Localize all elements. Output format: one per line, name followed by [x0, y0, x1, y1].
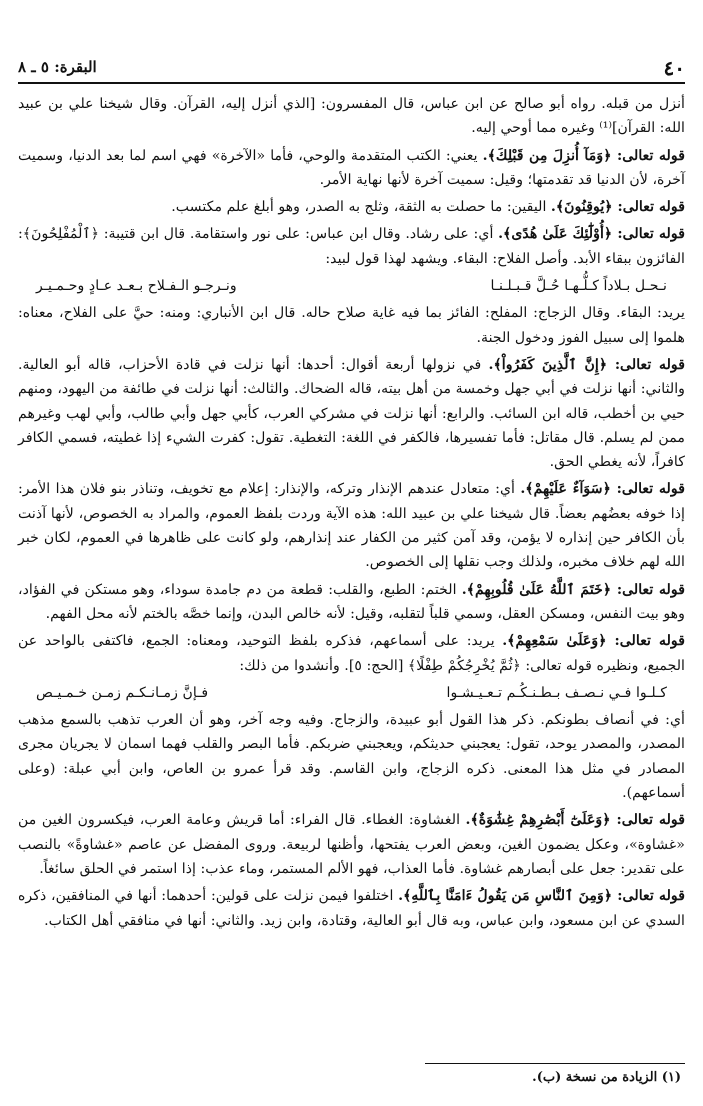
paragraph: قوله تعالى: ﴿إِنَّ ٱلَّذِينَ كَفَرُواْ﴾. في نزولها أربعة أقوال: أحدها: أنها نزلت في قادة الأحزاب، قاله أبو العالية. والثاني: أنها نزلت في أبي جهل وخمسة من أهل بيته، قاله الضحاك. والثالث: أنها نزلت في طائفة من اليهود، ومنهم حيي بن أخطب، قاله ابن السائب. والرابع: أنها نزلت في مشركي العرب، كأبي جهل وأبي طالب، وأبي لهب وغيرهم ممن لم يسلم. قال مقاتل: فأما تفسيرها، فالكفر في اللغة: التغطية. تقول: كفرت الشيء إذا غطيته، فسمي الكافر كافراً، لأنه يغطي الحق.	[18, 356, 686, 471]
verse-hemistich: نـحـل بـلاداً كـلُّـهـا حُـلَّ قـبـلـنـا	[490, 278, 667, 295]
paragraph: أنزل من قبله. رواه أبو صالح عن ابن عباس، قال المفسرون: [الذي أنزل إليه، القرآن. وقال شيخنا علي بن عبيد الله: القرآن]⁽¹⁾ وغيره مما أوحي إليه.	[18, 96, 685, 137]
verse-citation: قوله تعالى: ﴿وَعَلَىٰٓ أَبْصَٰرِهِمْ غِشَٰوَةٌ﴾.	[465, 812, 686, 829]
surah-reference: البقرة: ٥ ـ ٨	[18, 58, 97, 76]
verse-citation: قوله تعالى: ﴿أُوْلَٰٓئِكَ عَلَىٰ هُدًى﴾.	[498, 226, 685, 243]
paragraph: قوله تعالى: ﴿خَتَمَ ٱللَّهُ عَلَىٰ قُلُوبِهِمْ﴾. الختم: الطبع، والقلب: قطعة من دم جامدة سوداء، وهو مستكن في الفؤاد، وهو بيت النفس، ومسكن العقل، وسمي قلباً لتقلبه، وقيل: لأنه خالص البدن، وإنما خصَّه بالختم لأنه محل الفهم.	[18, 581, 685, 622]
verse-citation: قوله تعالى: ﴿سَوَآءٌ عَلَيْهِمْ﴾.	[520, 481, 685, 498]
verse-citation: قوله تعالى: ﴿وَمِنَ ٱلنَّاسِ مَن يَقُولُ ءَامَنَّا بِٱللَّهِ﴾.	[398, 888, 686, 905]
paragraph: يريد: البقاء. وقال الزجاج: المفلح: الفائز بما فيه غاية صلاح حاله. قال ابن الأنباري: ومنه: حيَّ على الفلاح، معناه: هلموا إلى سبيل الفوز ودخول الجنة.	[18, 305, 685, 346]
paragraph: قوله تعالى: ﴿وَمَآ أُنزِلَ مِن قَبْلِكَ﴾. يعني: الكتب المتقدمة والوحي، فأما «الآخرة» فهي اسم لما بعد الدنيا، وسميت آخرة، لأن الدنيا قد تقدمتها؛ وقيل: سميت آخرة لأنها نهاية الأمر.	[18, 147, 685, 188]
verse-citation: قوله تعالى: ﴿إِنَّ ٱلَّذِينَ كَفَرُواْ﴾.	[488, 356, 686, 373]
paragraph: قوله تعالى: ﴿وَعَلَىٰٓ أَبْصَٰرِهِمْ غِشَٰوَةٌ﴾. الغشاوة: الغطاء. قال الفراء: أما قريش وعامة العرب، فيكسرون الغين من «غشاوة»، وعكل يضمون الغين، وبعض العرب يفتحها، وأظنها لربيعة. وروى المفضل عن عاصم «غشاوةً» بالنصب على تقدير: جعل على أبصارهم غشاوة. فأما العذاب، فهو الألم المستمر، وماء عذب: إذا استمر في الحلق سائغاً.	[18, 812, 686, 877]
poetry-verse	[18, 681, 685, 705]
verse-hemistich: كـلـوا فـي نـصـف بـطـنـكُـم تـعـيـشـوا	[446, 684, 667, 701]
poetry-verse	[18, 274, 685, 298]
footnote-divider	[425, 1063, 685, 1064]
paragraph: أي: في أنصاف بطونكم. ذكر هذا القول أبو عبيدة، والزجاج. وفيه وجه آخر، وهو أن العرب تذهب بالسمع مذهب المصدر، والمصدر يوحد، تقول: يعجبني حديثكم، ويعجبني ضربكم. فأما البصر والقلب فهما اسمان لا يجريان مجرى المصادر في مثل هذا المعنى. ذكره الزجاج، وابن القاسم. وقد قرأ عمرو بن العاص، وابن أبي عبلة: (وعلى أسماعهم).	[18, 712, 685, 802]
page-body	[18, 92, 685, 936]
verse-citation: قوله تعالى: ﴿وَعَلَىٰ سَمْعِهِمْ﴾.	[502, 633, 686, 650]
page-header	[18, 56, 685, 84]
verse-citation: قوله تعالى: ﴿خَتَمَ ٱللَّهُ عَلَىٰ قُلُوبِهِمْ﴾.	[461, 581, 685, 598]
verse-citation: قوله تعالى: ﴿وَمَآ أُنزِلَ مِن قَبْلِكَ﴾.	[482, 147, 685, 164]
verse-citation: قوله تعالى: ﴿يُوقِنُونَ﴾.	[550, 199, 685, 216]
paragraph: قوله تعالى: ﴿وَعَلَىٰ سَمْعِهِمْ﴾. يريد: على أسماعهم، فذكره بلفظ التوحيد، ومعناه: الجمع، فاكتفى بالواحد عن الجميع، ونظيره قوله تعالى: ﴿ثُمَّ يُخْرِجُكُمْ طِفْلًا﴾ [الحج: ٥]. وأنشدوا من ذلك:	[18, 633, 686, 674]
paragraph: قوله تعالى: ﴿أُوْلَٰٓئِكَ عَلَىٰ هُدًى﴾. أي: على رشاد. وقال ابن عباس: على نور واستقامة. قال ابن قتيبة: ﴿ٱلْمُفْلِحُونَ﴾: الفائزون ببقاء الأبد. وأصل الفلاح: البقاء. ويشهد لهذا قول لبيد:	[18, 226, 685, 267]
paragraph: قوله تعالى: ﴿وَمِنَ ٱلنَّاسِ مَن يَقُولُ ءَامَنَّا بِٱللَّهِ﴾. اختلفوا فيمن نزلت على قولين: أحدهما: أنها في المنافقين، ذكره السدي عن ابن مسعود، وابن عباس، وبه قال أبو العالية، وقتادة، وابن زيد. والثاني: أنها في منافقي أهل الكتاب.	[18, 888, 686, 929]
paragraph: قوله تعالى: ﴿سَوَآءٌ عَلَيْهِمْ﴾. أي: متعادل عندهم الإنذار وتركه، والإنذار: إعلام مع تخويف، وتناذر بنو فلان هذا الأمر: إذا خوفه بعضُهم بعضاً. قال شيخنا علي بن عبيد الله: هذه الآية وردت بلفظ العموم، والمراد به الخصوص، لأنها آذنت بأن الكافر حين إنذاره لا يؤمن، وقد آمن كثير من الكفار عند إنذارهم، ولو كانت على ظاهرها في العموم، لكان خبر الله لهم خلاف مخبره، ولذلك وجب نقلها إلى الخصوص.	[18, 481, 685, 571]
page-number: ٤٠	[663, 56, 685, 80]
paragraph: قوله تعالى: ﴿يُوقِنُونَ﴾. اليقين: ما حصلت به الثقة، وثلج به الصدر، وهو أبلغ علم مكتسب.	[171, 199, 685, 216]
verse-hemistich: ونـرجـو الـفـلاح بـعـد عـادٍ وحـمـيـر	[36, 278, 237, 295]
verse-hemistich: فـإنَّ زمـانـكـم زمـن خـمـيـص	[36, 684, 209, 701]
footnote: (١) الزيادة من نسخة (ب).	[532, 1070, 681, 1085]
